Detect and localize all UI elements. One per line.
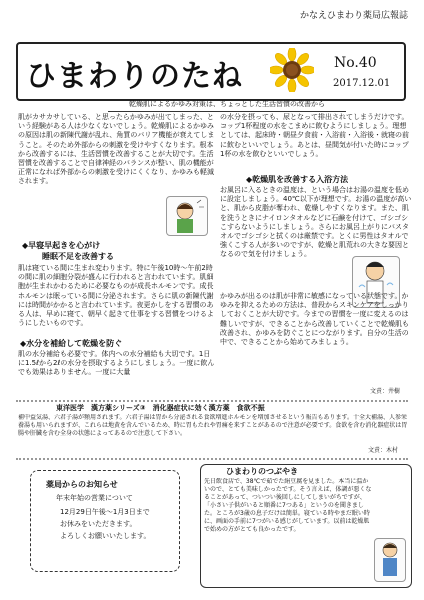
kampo-title: 東洋医学 漢方薬シリーズ③ 消化器症状に効く漢方薬 食欲不振	[56, 404, 265, 412]
sunflower-icon	[270, 48, 314, 92]
heading-sleep-sub: 睡眠不足を改善する	[42, 252, 114, 261]
issue-number: No.40	[334, 55, 377, 71]
heading-sleep: ◆早寝早起きを心がけ	[22, 241, 101, 250]
notice-line2: 12月29日午後～1月3日まで	[60, 508, 150, 516]
tsubuyaki-title: ひまわりのつぶやき	[226, 467, 298, 476]
notice-line4: よろしくお願いいたします。	[60, 532, 151, 540]
publisher-label: かなえひまわり薬局広報誌	[300, 11, 409, 21]
tired-person-illustration	[166, 196, 208, 236]
section-divider	[16, 400, 408, 402]
conclusion-paragraph: かゆみが出るのは肌が非常に敏感になっている状態です。かゆみを抑えるための方法は、普段からスキンケアをしっかりしておくことが大切です。今までの習慣を一度に変えるのは難しいですが、できることから改善していくことで乾燥肌も改善され、かゆみを防ぐことにつながります。自分の生活の中で、できることから始めてみましょう。	[220, 292, 409, 347]
lead-subtitle: 乾燥肌によるかゆみ対策は、ちょっとした生活習慣の改善から	[108, 99, 346, 112]
sleep-paragraph: 肌は寝ている間に生まれ変わります。特に午後10時～午前2時の間に肌の細胞分裂が盛んに行われると言われています。肌細胞が生まれかわるために必要なものが成長ホルモンです。成長ホルモンは眠っている間に分泌されます。さらに肌の新陳代謝には時間がかかると言われています。夜更かしをする習慣のある人は、早めに寝て、朝早く起きて仕事をする習慣をつけるようにしたいものです。	[18, 264, 214, 328]
heading-bath: ◆乾燥肌を改善する入浴方法	[246, 175, 349, 184]
author-credit: 文責：井樹	[370, 388, 401, 395]
intro-paragraph: 肌がカサカサしている、と思ったらかゆみが出てしまった、という経験がある人は少なくないでしょう。乾燥肌によるかゆみの原因は肌の新陳代謝が乱れ、角質のバリア機能が衰えてしまうこと。そのため外部からの刺激を受けやすくなります。根本から改善するには、生活習慣を改善することが大切です。生活習慣を改善することで自律神経のバランスが整い、肌の機能が正常になれば外部からの刺激を受けにくくなり、かゆみも軽減されます。	[18, 113, 215, 186]
kampo-body: 補中益気湯、六君子湯が頻用されます。六君子湯は胃から分泌される食欲増進ホルモンを増加させるという報告もあります。十全大補湯、人参栄養湯も用いられますが、これらは地黄を含んでいるため、時に胃もたれや胃痛を来すことがあるので注意が必要です。食欲を含む消化器症状は胃腸や肝臓を含む全身の状態によってあるので注意して下さい。	[18, 414, 408, 437]
notice-title: 薬局からのお知らせ	[46, 480, 118, 489]
heading-water: ◆水分を補給して乾燥を防ぐ	[20, 339, 123, 348]
section-divider-2	[16, 458, 408, 460]
water-continued-paragraph: の水分を摂っても、尿となって排出されてしまうだけです。コップ1杯程度の水をこまめに飲むようにしましょう。理想としては、起床時・朝昼夕食前・入浴前・入浴後・就寝の前に飲むといいでしょう。あとは、昼間気が付いた時にコップ1杯の水を飲むといいでしょう。	[220, 113, 409, 158]
water-paragraph: 肌の水分補給も必要です。体内への水分補給も大切です。1日に1.5ℓから2ℓの水分を摂取するようにしましょう。一度に飲んでも効果はありません。一度に大量	[18, 350, 215, 377]
kampo-author: 文責：木村	[368, 447, 399, 454]
notice-line3: お休みをいただきます。	[60, 520, 137, 528]
newsletter-title: ひまわりのたね	[26, 59, 243, 94]
notice-line1: 年末年始の営業について	[56, 494, 133, 502]
child-illustration	[374, 538, 406, 582]
issue-date: 2017.12.01	[333, 78, 391, 89]
bath-paragraph: お風呂に入るときの温度は、という場合はお湯の温度を低めに設定しましょう。40℃以下が理想です。お湯の温度が高いと、肌から皮脂が奪われ、乾燥しやすくなります。また、肌を洗うときにナイロンタオルなどに石鹸を付けて、ゴシゴシこすらないようにしましょう。さらにお風呂上がりにバスタオルでゴシゴシと拭くのは厳禁です。とくに男性はタオルで強くこする人が多いのですが、乾燥と肌荒れの大きな要因となるので気を付けましょう。	[220, 186, 412, 259]
tsubuyaki-body: 先日飲食店で、38℃で茹でた絹豆腐を見ました。本当に温かいので、とても美味しかったです。そう言えば、体調が悪くなることがあって、ついつい後回しにしてしまいがちですが、「小さい子供がいると順番に7つある」というのを聞きました。ところが3歳の息子だけは簡単。寝ている時やまだ眠い時に、画面の手前に7つがいる感じがしています。以前は乾燥肌で始めの方がとても良かったです。	[204, 478, 372, 533]
